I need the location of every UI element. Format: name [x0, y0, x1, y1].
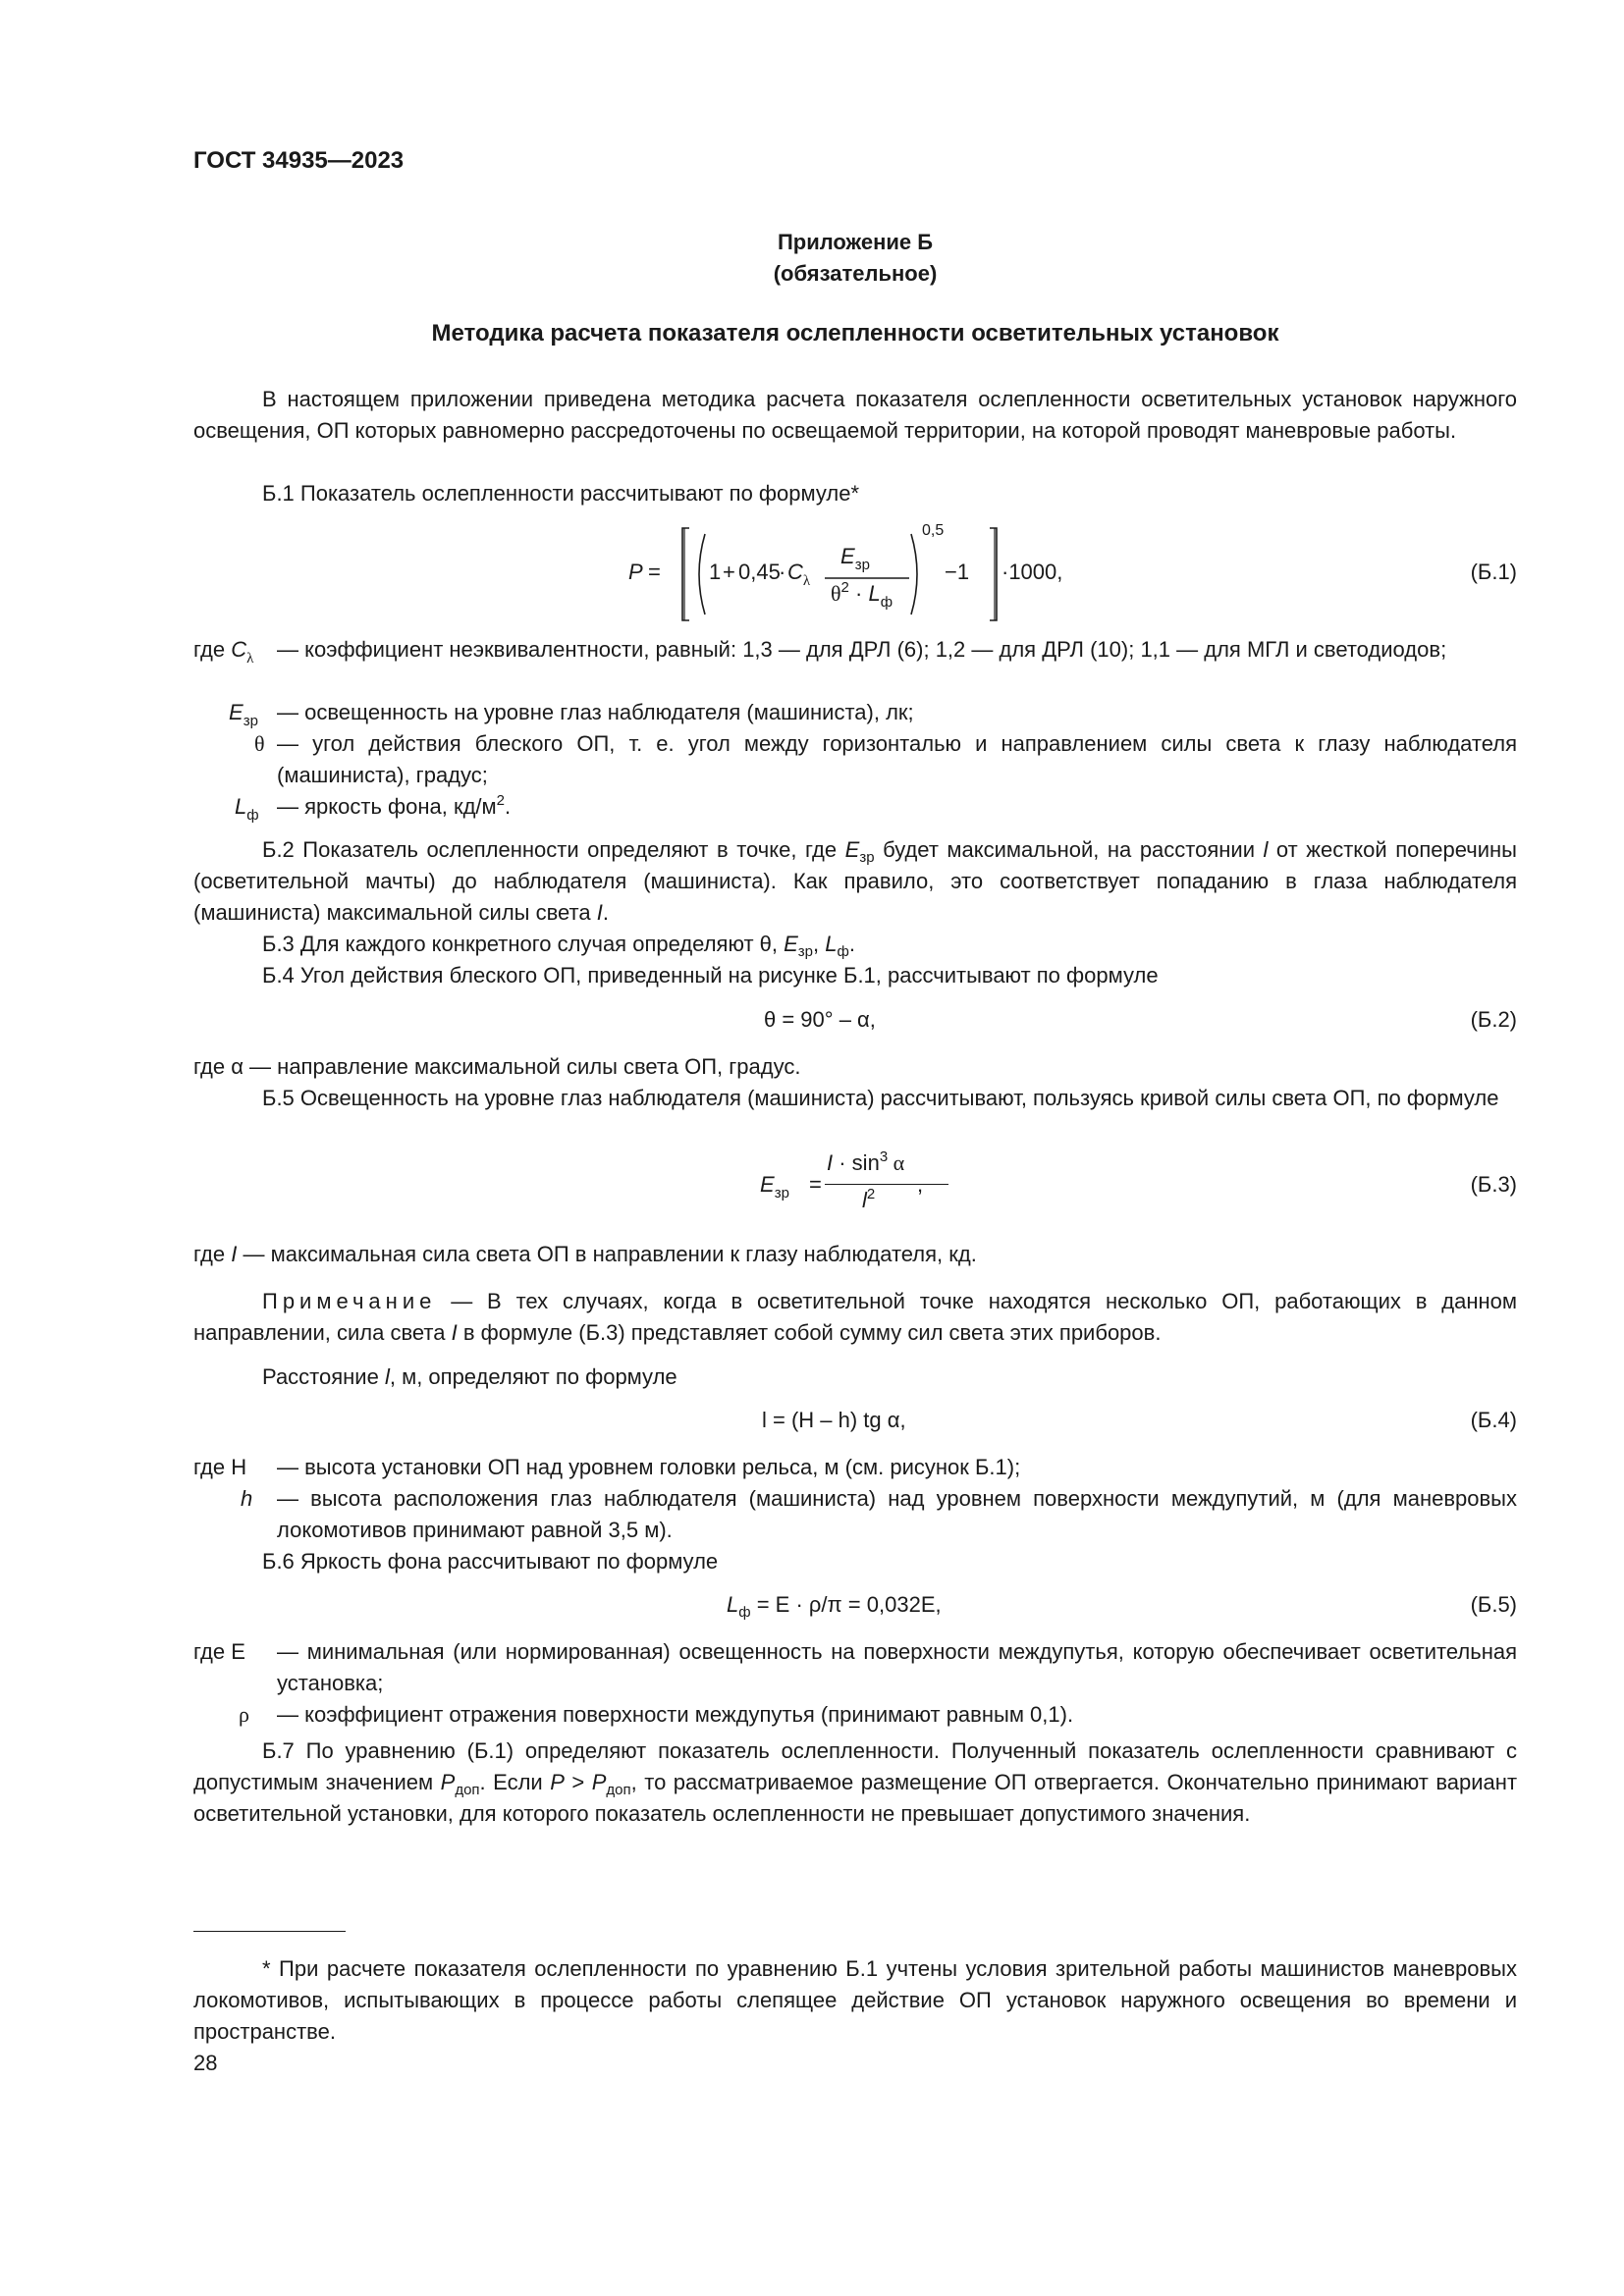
def-h-lower: h — высота расположения глаз наблюдателя (машиниста) над уровнем поверхности междупутий, м (для маневровых локомотивов принимают равной 3,5 м).	[241, 1486, 1517, 1542]
minus-one: −1	[945, 560, 970, 584]
plus-sign: +	[723, 560, 735, 584]
coefficient: 0,45	[738, 560, 781, 584]
one: 1	[709, 560, 722, 584]
b5-def-i: где I — максимальная сила света ОП в направлении к глазу наблюдателя, кд.	[193, 1242, 977, 1266]
formula-b1-text: P = 1 + 0,45 · $C_\lambda$ $E_{зр}$ $\theta^2 \cdot L_ф$ 0,5 −1 ·1000,	[628, 522, 1063, 611]
b4-def-alpha: где α — направление максимальной силы света ОП, градус.	[193, 1054, 801, 1079]
b2-paragraph: Б.2 Показатель ослепленности определяют в точке, где $E_{зр}$ будет максимальной, на расстоянии l от жесткой поперечины (осветительной мачты) до наблюдателя (машиниста). Как правило, это соответствует попаданию в глаза наблюдателя (машиниста) максимальной силы света I.	[193, 837, 1517, 925]
b5-paragraph: Б.5 Освещенность на уровне глаз наблюдателя (машиниста) рассчитывают, пользуясь кривой силы света ОП, по формуле	[262, 1086, 1499, 1110]
def-e-zr: $E_{зр}$ — освещенность на уровне глаз наблюдателя (машиниста), лк;	[193, 697, 1517, 728]
b3-paragraph: Б.3 Для каждого конкретного случая определяют θ, $E_{зр}$, $L_ф$.	[262, 932, 855, 960]
b4-paragraph: Б.4 Угол действия блеского ОП, приведенный на рисунке Б.1, рассчитывают по формуле	[262, 963, 1159, 988]
def-h-upper: где H — высота установки ОП над уровнем головки рельса, м (см. рисунок Б.1);	[193, 1455, 1021, 1479]
annex-status: (обязательное)	[773, 261, 938, 286]
lhs-p: P	[628, 560, 643, 584]
numerator-e: E	[840, 544, 855, 568]
def-theta: θ — угол действия блеского ОП, т. е. угол между горизонталью и направлением силы света к глазу наблюдателя (машиниста), градус;	[193, 728, 1517, 791]
multiplier: ·1000,	[1001, 560, 1063, 584]
note-paragraph: Примечание — В тех случаях, когда в осветительной точке находятся несколько ОП, работающих в данном направлении, сила света I в формуле (Б.3) представляет собой сумму сил света этих приборов.	[193, 1289, 1517, 1345]
note-label: Примечание	[262, 1289, 437, 1313]
formula-b3-bar	[825, 1184, 948, 1185]
def-c-lambda-text: — коэффициент неэквивалентности, равный: 1,3 — для ДРЛ (6); 1,2 — для ДРЛ (10); 1,1 — для МГЛ и светодиодов;	[277, 637, 1447, 662]
def-theta-text: — угол действия блеского ОП, т. е. угол между горизонталью и направлением силы света к глазу наблюдателя (машиниста), градус;	[277, 731, 1517, 787]
def-e: где E — минимальная (или нормированная) освещенность на поверхности междупутья, которую обеспечивает осветительная установка;	[193, 1639, 1517, 1695]
intro-paragraph: В настоящем приложении приведена методика расчета показателя ослепленности осветительных установок наружного освещения, ОП которых равномерно рассредоточены по освещаемой территории, на которой проводят маневровые работы.	[193, 387, 1517, 443]
eq-number-b1: (Б.1)	[1470, 560, 1517, 584]
footnote-rule	[193, 1931, 346, 1932]
distance-paragraph: Расстояние l, м, определяют по формуле	[262, 1364, 677, 1389]
def-e-zr-text: — освещенность на уровне глаз наблюдателя (машиниста), лк;	[277, 700, 914, 724]
def-c-lambda: где $C_\lambda$ — коэффициент неэквивалентности, равный: 1,3 — для ДРЛ (6); 1,2 — для ДРЛ (10); 1,1 — для МГЛ и светодиодов;	[193, 634, 1517, 697]
eq-number-b3: (Б.3)	[1470, 1172, 1517, 1197]
def-rho: ρ — коэффициент отражения поверхности междупутья (принимают равным 0,1).	[239, 1702, 1074, 1727]
formula-b5: $L_ф = E \cdot \rho/\pi = 0,032E$,	[727, 1592, 942, 1621]
page-number: 28	[193, 2051, 218, 2075]
c-lambda: C	[787, 560, 803, 584]
exponent: 0,5	[922, 522, 945, 539]
def-l-f: $L_ф$ — яркость фона, $кд/м^2$.	[235, 792, 512, 824]
footnote: * При расчете показателя ослепленности по уравнению Б.1 учтены условия зрительной работы машинистов маневровых локомотивов, испытывающих в процессе работы слепящее действие ОП установок наружного освещения во времени и пространстве.	[193, 1956, 1517, 2044]
eq-number-b2: (Б.2)	[1470, 1007, 1517, 1032]
annex-title: Приложение Б	[777, 230, 934, 254]
b6-paragraph: Б.6 Яркость фона рассчитывают по формуле	[262, 1549, 719, 1574]
b1-paragraph: Б.1 Показатель ослепленности рассчитывают по формуле*	[262, 481, 860, 506]
b7-paragraph: Б.7 По уравнению (Б.1) определяют показатель ослепленности. Полученный показатель ослепленности сравнивают с допустимым значением $P_{доп}$. Если $P > P_{доп}$, то рассматриваемое размещение ОП отвергается. Окончательно принимают вариант осветительной установки, для которого показатель ослепленности не превышает допустимого значения.	[193, 1738, 1518, 1826]
formula-b4: l = (H – h) tg α,	[762, 1408, 906, 1432]
def-l-f-text: — яркость фона, кд/м	[277, 794, 497, 819]
formula-b2: θ = 90° – α,	[764, 1007, 876, 1032]
denominator-theta: θ	[831, 581, 841, 606]
annex-heading: Методика расчета показателя ослепленности осветительных установок	[431, 320, 1279, 347]
eq-number-b5: (Б.5)	[1470, 1592, 1517, 1617]
eq-number-b4: (Б.4)	[1470, 1408, 1517, 1432]
document-id: ГОСТ 34935—2023	[193, 147, 405, 174]
